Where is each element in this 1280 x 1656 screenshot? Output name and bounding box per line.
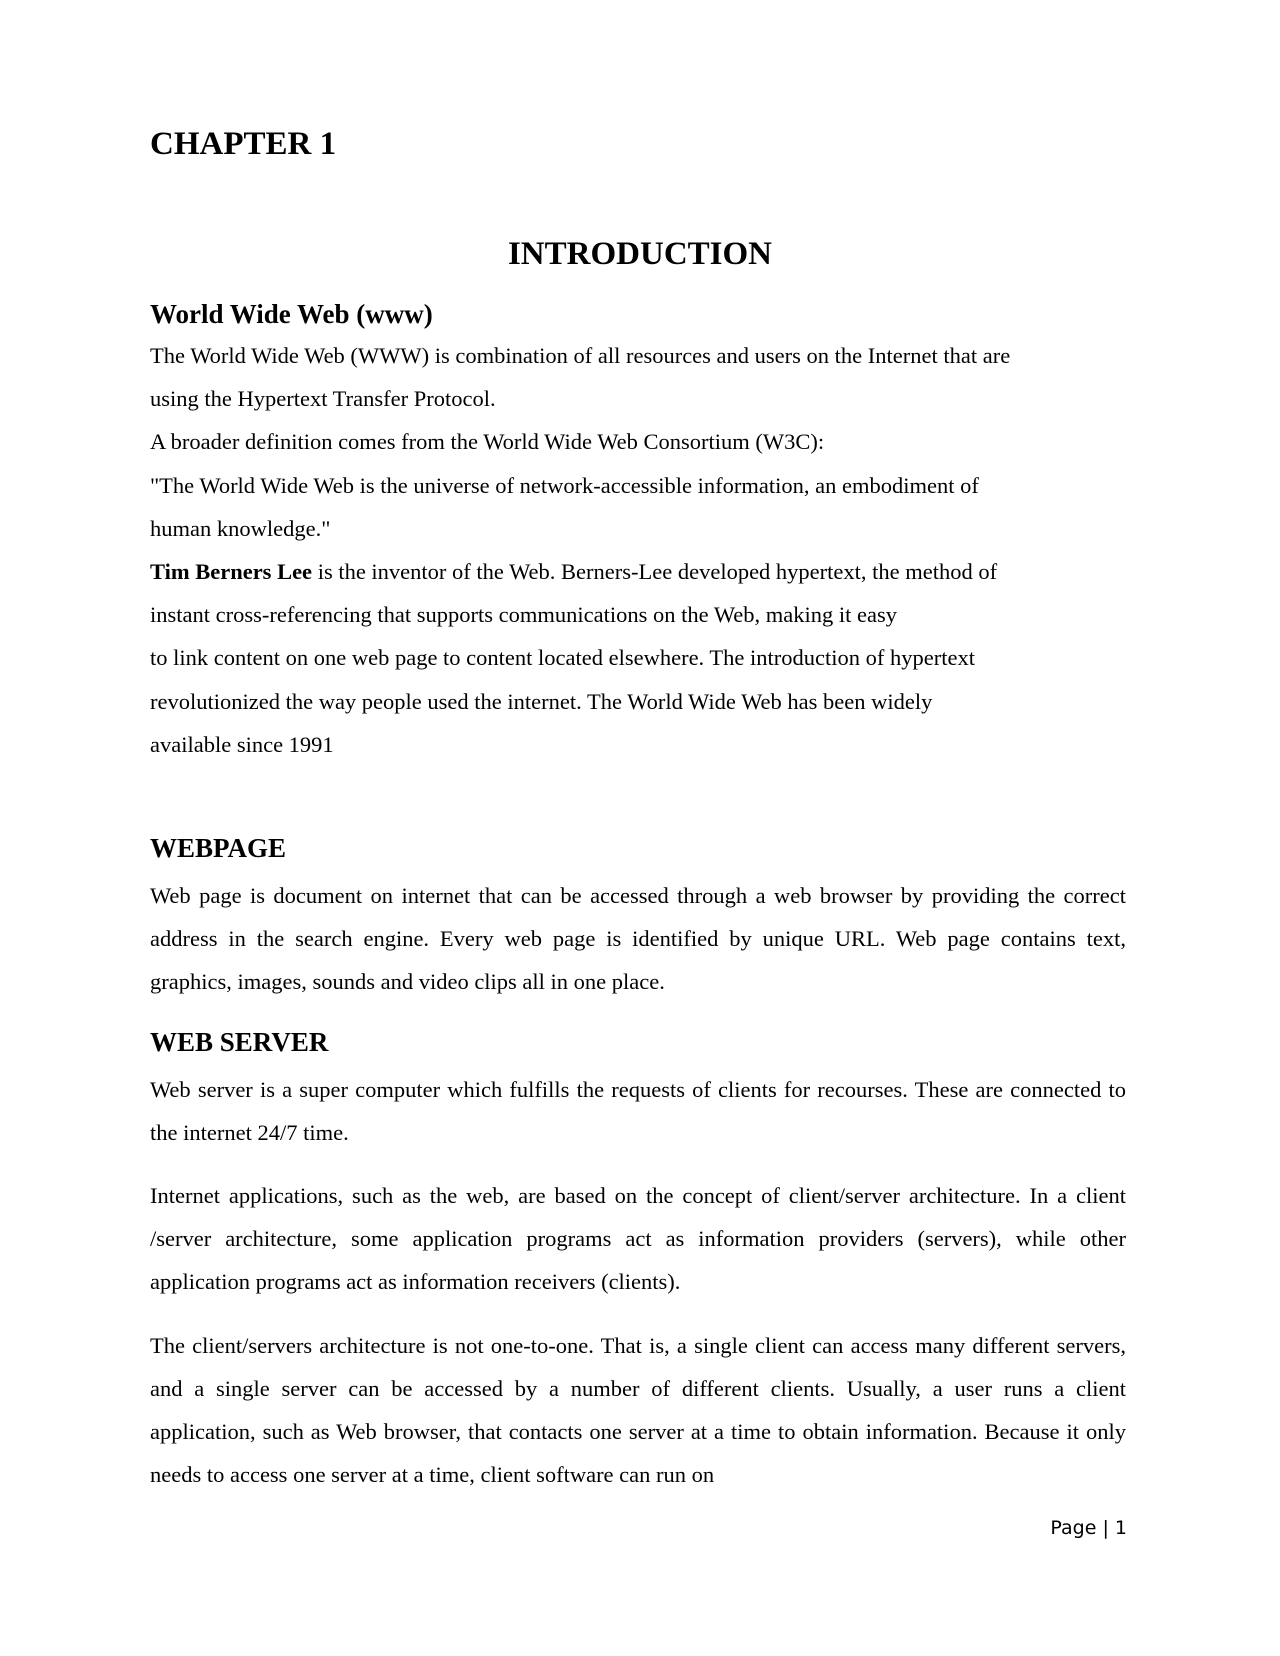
section-www: [150, 296, 1126, 766]
page-title: INTRODUCTION: [507, 236, 773, 272]
www-text: [150, 334, 1126, 766]
text-line: The World Wide Web (WWW) is combination of all resources and users on the Internet that are: [150, 343, 1011, 368]
webserver-paragraph-1: Web server is a super computer which fulfills the requests of clients for recourses. These are connected to the internet 24/7 time.: [150, 1076, 1126, 1145]
section-webserver: [150, 1024, 1126, 1497]
webserver-paragraph-3: The client/servers architecture is not one-to-one. That is, a single client can access many different servers, and a single server can be accessed by a number of different clients. Usually, a user runs a client application, such as Web browser, that contacts one server at a time to obtain information. Because it only needs to access one server at a time, client software can run on: [150, 1332, 1126, 1488]
text-line: A broader definition comes from the World Wide Web Consortium (W3C):: [150, 429, 825, 455]
text-line: "The World Wide Web is the universe of network-accessible information, an embodiment of: [150, 472, 979, 498]
text-line: to link content on one web page to content located elsewhere. The introduction of hypertext: [150, 645, 975, 671]
text-line: available since 1991: [150, 731, 334, 757]
page-number: Page | 1: [1050, 1517, 1127, 1539]
section-heading-www: World Wide Web (www): [150, 299, 433, 329]
text-line: instant cross-referencing that supports communications on the Web, making it easy: [150, 602, 897, 628]
inventor-text: is the inventor of the Web. Berners-Lee developed hypertext, the method of: [312, 559, 998, 585]
inventor-name: Tim Berners Lee: [150, 559, 313, 585]
document-body: [150, 296, 1126, 1496]
text-line: using the Hypertext Transfer Protocol.: [150, 386, 496, 412]
text-line: revolutionized the way people used the internet. The World Wide Web has been widely: [150, 688, 933, 714]
section-heading-webpage: WEBPAGE: [150, 833, 287, 864]
text-line: [150, 550, 1126, 593]
section-webpage: [150, 830, 1126, 1004]
chapter-heading: CHAPTER 1: [150, 126, 337, 162]
webserver-paragraph-2: Internet applications, such as the web, are based on the concept of client/server architecture. In a client /server architecture, some application programs act as information providers (servers), while other application programs act as information receivers (clients).: [150, 1183, 1126, 1295]
section-heading-webserver: WEB SERVER: [150, 1026, 329, 1057]
text-line: human knowledge.": [150, 515, 331, 541]
webpage-paragraph: Web page is document on internet that can be accessed through a web browser by providing the correct address in the search engine. Every web page is identified by unique URL. Web page contains text, graphics, images, sounds and video clips all in one place.: [150, 883, 1126, 995]
